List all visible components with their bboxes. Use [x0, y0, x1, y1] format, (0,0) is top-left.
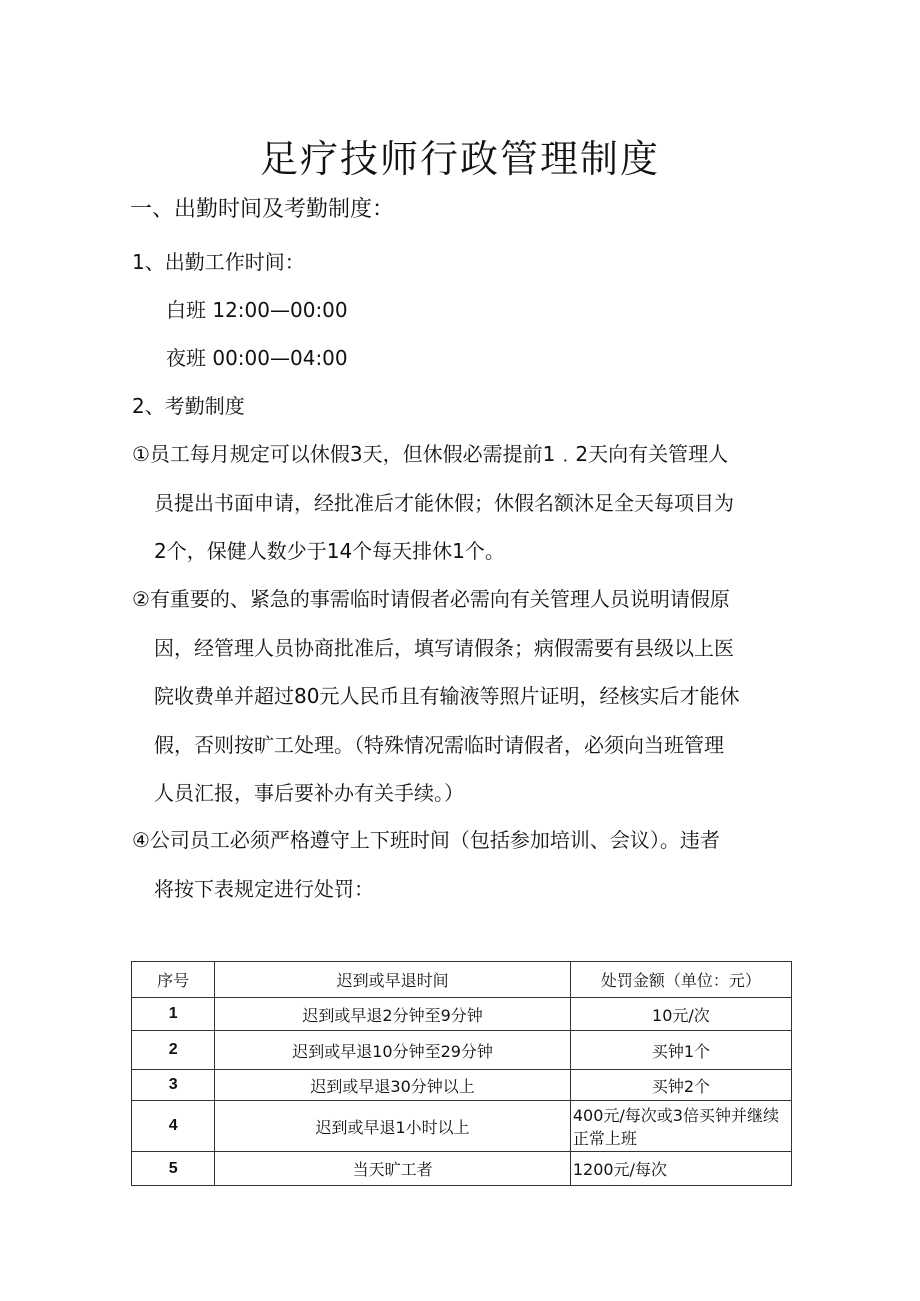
table-header-row	[132, 962, 792, 998]
row-number-cell: 4	[132, 1101, 215, 1152]
rule-paragraph-4	[132, 816, 792, 913]
rule-2-line: 人员汇报，事后要补办有关手续。）	[154, 781, 464, 805]
table-row	[132, 998, 792, 1031]
table-row	[132, 1070, 792, 1101]
rule-4-line: 将按下表规定进行处罚：	[154, 876, 374, 901]
rule-2-line: ②有重要的、紧急的事需临时请假者必需向有关管理人员说明请假原	[132, 587, 730, 611]
row-number-cell: 3	[132, 1070, 215, 1101]
rule-4-line: ④公司员工必须严格遵守上下班时间（包括参加培训、会议）。违者	[132, 828, 720, 852]
table-row	[132, 1152, 792, 1186]
rule-2-line: 院收费单并超过80元人民币且有输液等照片证明，经核实后才能休	[154, 684, 740, 708]
item-attendance-rules: 2、考勤制度	[132, 394, 245, 418]
time-cell: 当天旷工者	[215, 1152, 571, 1186]
header-cell: 处罚金额（单位：元）	[570, 962, 791, 998]
time-cell: 迟到或早退1小时以上	[215, 1101, 571, 1152]
row-number-cell: 1	[132, 998, 215, 1031]
time-cell: 迟到或早退2分钟至9分钟	[215, 998, 571, 1031]
table-row	[132, 1101, 792, 1152]
section-heading: 一、出勤时间及考勤制度：	[130, 197, 395, 222]
night-shift: 夜班 00:00—04:00	[166, 346, 348, 370]
item-work-hours: 1、出勤工作时间：	[132, 250, 305, 274]
header-cell: 序号	[132, 962, 215, 998]
penalty-cell: 400元/每次或3倍买钟并继续正常上班	[570, 1101, 791, 1152]
day-shift: 白班 12:00—00:00	[166, 298, 348, 322]
rule-paragraph-2	[132, 575, 792, 818]
row-number-cell: 2	[132, 1031, 215, 1070]
penalty-cell: 买钟2个	[570, 1070, 791, 1101]
rule-2-line: 因，经管理人员协商批准后，填写请假条；病假需要有县级以上医	[154, 635, 734, 660]
time-cell: 迟到或早退10分钟至29分钟	[215, 1031, 571, 1070]
penalty-cell: 1200元/每次	[570, 1152, 791, 1186]
rule-paragraph-1	[132, 430, 792, 576]
penalty-table	[131, 961, 792, 1186]
row-number-cell: 5	[132, 1152, 215, 1186]
rule-1-line: ①员工每月规定可以休假3天，但休假必需提前1﹒2天向有关管理人	[132, 442, 729, 466]
rule-1-line: 2个，保健人数少于14个每天排休1个。	[154, 539, 505, 563]
time-cell: 迟到或早退30分钟以上	[215, 1070, 571, 1101]
document-title: 足疗技师行政管理制度	[259, 137, 660, 181]
rule-2-line: 假，否则按旷工处理。（特殊情况需临时请假者，必须向当班管理	[154, 732, 724, 757]
penalty-cell: 买钟1个	[570, 1031, 791, 1070]
table-row	[132, 1031, 792, 1070]
penalty-cell: 10元/次	[570, 998, 791, 1031]
header-cell: 迟到或早退时间	[215, 962, 571, 998]
rule-1-line: 员提出书面申请，经批准后才能休假；休假名额沐足全天每项目为	[154, 490, 734, 515]
